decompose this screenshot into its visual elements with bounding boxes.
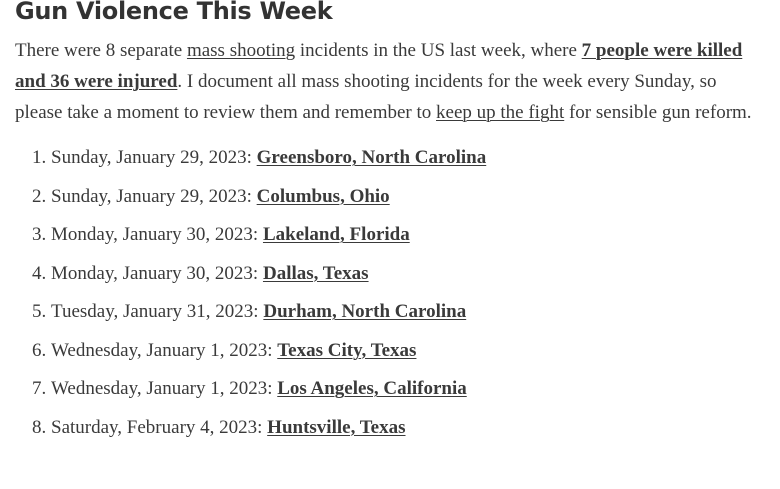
incident-location-link[interactable]: Columbus, Ohio bbox=[256, 185, 390, 207]
list-item bbox=[15, 300, 764, 339]
item-number: 6. bbox=[32, 339, 47, 361]
intro-text-4: for sensible gun reform. bbox=[564, 102, 752, 123]
incident-location-link[interactable]: Greensboro, North Carolina bbox=[256, 147, 487, 168]
incident-date: Sunday, January 29, 2023: bbox=[51, 185, 257, 207]
list-item bbox=[15, 416, 764, 455]
list-item bbox=[15, 339, 764, 378]
incident-list bbox=[15, 146, 764, 454]
incident-date: Monday, January 30, 2023: bbox=[51, 224, 263, 245]
list-item bbox=[15, 223, 764, 262]
incident-location-link[interactable]: Los Angeles, California bbox=[277, 378, 467, 399]
incident-location-link[interactable]: Durham, North Carolina bbox=[263, 301, 467, 322]
incident-location-link[interactable]: Huntsville, Texas bbox=[267, 416, 406, 438]
item-number: 4. bbox=[32, 262, 47, 284]
incident-location-link[interactable]: Texas City, Texas bbox=[277, 339, 417, 361]
item-number: 1. bbox=[32, 147, 47, 168]
list-item bbox=[15, 185, 764, 224]
incident-date: Sunday, January 29, 2023: bbox=[51, 147, 257, 168]
article-title: Gun Violence This Week bbox=[15, 0, 333, 25]
incident-date: Wednesday, January 1, 2023: bbox=[51, 378, 278, 399]
casualties-link[interactable]: 7 people were killed and 36 were injured bbox=[15, 40, 743, 92]
incident-location-link[interactable]: Lakeland, Florida bbox=[262, 224, 410, 245]
intro-text-3: . I document all mass shooting incidents for the week every Sunday, so please take a moment to review them and remember to bbox=[15, 71, 717, 123]
item-number: 2. bbox=[32, 185, 47, 207]
item-number: 7. bbox=[32, 378, 47, 399]
mass-shooting-link[interactable]: mass shooting bbox=[186, 40, 296, 61]
intro-text-1: There were 8 separate bbox=[15, 40, 187, 61]
list-item bbox=[15, 262, 764, 301]
list-item bbox=[15, 377, 764, 416]
incident-date: Tuesday, January 31, 2023: bbox=[51, 301, 264, 322]
keep-up-the-fight-link[interactable]: keep up the fight bbox=[436, 102, 565, 123]
item-number: 5. bbox=[32, 301, 47, 322]
list-item bbox=[15, 146, 764, 185]
item-number: 3. bbox=[32, 224, 47, 245]
incident-date: Wednesday, January 1, 2023: bbox=[51, 339, 278, 361]
intro-paragraph bbox=[15, 35, 764, 128]
item-number: 8. bbox=[32, 416, 47, 438]
incident-date: Monday, January 30, 2023: bbox=[51, 262, 263, 284]
intro-text-2: incidents in the US last week, where bbox=[295, 40, 582, 61]
incident-date: Saturday, February 4, 2023: bbox=[51, 416, 268, 438]
incident-location-link[interactable]: Dallas, Texas bbox=[262, 262, 369, 284]
